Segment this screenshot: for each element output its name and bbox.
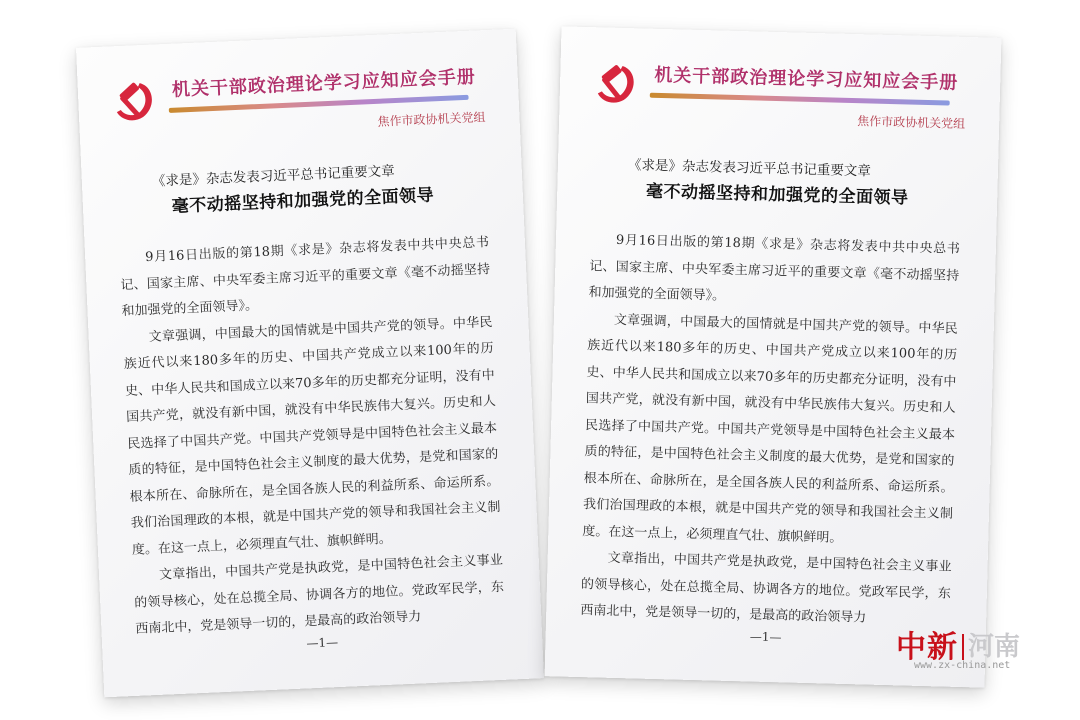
watermark-logo	[896, 622, 1021, 665]
paragraph: 9月16日出版的第18期《求是》杂志将发表中共中央总书记、国家主席、中央军委主席习近平的重要文章《毫不动摇坚持和加强党的全面领导》。	[588, 232, 961, 304]
paragraph: 9月16日出版的第18期《求是》杂志将发表中共中央总书记、国家主席、中央军委主席习近平的重要文章《毫不动摇坚持和加强党的全面领导》。	[120, 235, 491, 320]
paragraph: 文章指出，中国共产党是执政党，是中国特色社会主义事业的领导核心，处在总揽全局、协调各方的地位。党政军民学，东西南北中，党是领导一切的，是最高的政治领导力	[133, 552, 505, 637]
manual-title: 机关干部政治理论学习应知应会手册	[171, 66, 477, 101]
page-number: —1—	[306, 635, 339, 651]
paragraph: 文章强调，中国最大的国情就是中国共产党的领导。中华民族近代以来180多年的历史、中国共产党成立以来100年的历史、中华人民共和国成立以来70多年的历史都充分证明，没有中国共产党，就没有新中国，就没有中华民族伟大复兴。历史和人民选择了中国共产党。中国共产党领导是中国特色社会主义最本质的特征，是中国特色社会主义制度的最大优势，是党和国家的根本所在、命脉所在，是全国各族人民的利益所系、命运所系。我们治国理政的本根，就是中国共产党的领导和我国社会主义制度。在这一点上，必须理直气壮、旗帜鲜明。	[123, 314, 501, 558]
issuer-name: 焦作市政协机关党组	[857, 114, 966, 131]
watermark-brand: 中新	[896, 630, 958, 665]
issuer-name: 焦作市政协机关党组	[377, 110, 486, 129]
page-number: —1—	[749, 629, 782, 645]
watermark-divider	[962, 634, 964, 660]
article-subheading: 《求是》杂志发表习近平总书记重要文章	[151, 163, 396, 190]
paragraph: 文章指出，中国共产党是执政党，是中国特色社会主义事业的领导核心，处在总揽全局、协调各方的地位。党政军民学，东西南北中，党是领导一切的，是最高的政治领导力	[580, 550, 952, 626]
article-body	[580, 227, 960, 634]
document-page-left	[76, 29, 544, 698]
hammer-and-sickle-icon	[109, 76, 159, 126]
manual-title: 机关干部政治理论学习应知应会手册	[654, 64, 959, 94]
paragraph: 文章强调，中国最大的国情就是中国共产党的领导。中华民族近代以来180多年的历史、中国共产党成立以来100年的历史、中华人民共和国成立以来70多年的历史都充分证明，没有中国共产党，就没有新中国，就没有中华民族伟大复兴。历史和人民选择了中国共产党。中国共产党领导是中国特色社会主义最本质的特征，是中国特色社会主义制度的最大优势，是党和国家的根本所在、命脉所在，是全国各族人民的利益所系、命运所系。我们治国理政的本根，就是中国共产党的领导和我国社会主义制度。在这一点上，必须理直气壮、旗帜鲜明。	[582, 312, 958, 546]
document-page-right	[545, 26, 1002, 687]
hammer-and-sickle-icon	[591, 59, 640, 108]
article-body	[119, 230, 506, 643]
article-subheading: 《求是》杂志发表习近平总书记重要文章	[627, 157, 872, 180]
article-title: 毫不动摇坚持和加强党的全面领导	[171, 185, 435, 217]
page-header	[109, 56, 492, 152]
watermark-region: 河南	[968, 632, 1021, 662]
article-title: 毫不动摇坚持和加强党的全面领导	[645, 181, 909, 209]
watermark-url: www.zx-china.net	[914, 660, 1011, 671]
title-underline	[650, 93, 950, 106]
page-header	[591, 53, 973, 143]
source-watermark	[896, 622, 1072, 678]
